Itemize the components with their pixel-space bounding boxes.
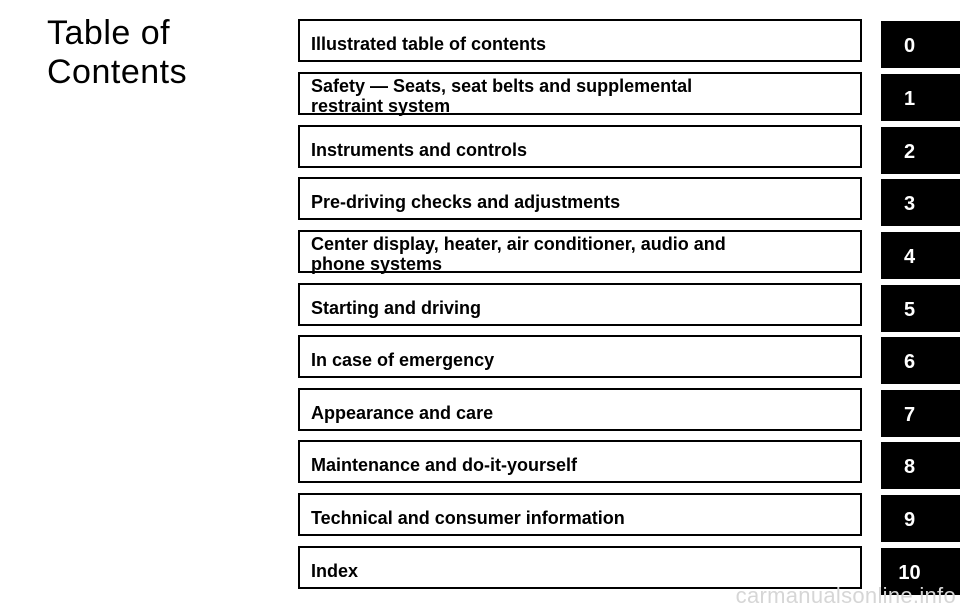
chapter-tab-number: 2: [903, 141, 916, 163]
chapter-tab-number: 4: [903, 246, 916, 268]
page-title-line-1: Table of: [47, 14, 171, 52]
chapter-tab-number: 8: [903, 456, 916, 478]
page-title: [47, 14, 187, 92]
toc-entry-label: Appearance and care: [311, 403, 494, 423]
toc-entry-label: Index: [311, 561, 359, 581]
chapter-tab-number: 9: [903, 509, 916, 531]
chapter-tab-4[interactable]: [881, 232, 960, 279]
toc-entry-instruments-and-controls[interactable]: [298, 125, 862, 168]
chapter-tab-8[interactable]: [881, 442, 960, 489]
toc-entry-safety[interactable]: [298, 72, 862, 115]
chapter-tab-0[interactable]: [881, 21, 960, 68]
toc-entry-label: Illustrated table of contents: [311, 34, 547, 54]
toc-entry-label: Center display, heater, air conditioner, audio and phone systems: [311, 234, 726, 274]
toc-entry-label: In case of emergency: [311, 350, 495, 370]
chapter-tab-6[interactable]: [881, 337, 960, 384]
toc-entry-starting-and-driving[interactable]: [298, 283, 862, 326]
toc-entry-maintenance[interactable]: [298, 440, 862, 483]
chapter-tab-number: 5: [903, 299, 916, 321]
watermark: carmanualsonline.info: [735, 583, 956, 608]
toc-entry-appearance-and-care[interactable]: [298, 388, 862, 431]
toc-entry-label: Technical and consumer information: [311, 508, 625, 528]
chapter-tab-1[interactable]: [881, 74, 960, 121]
toc-entry-in-case-of-emergency[interactable]: [298, 335, 862, 378]
page-title-line-2: Contents: [47, 53, 188, 91]
toc-entry-pre-driving-checks[interactable]: [298, 177, 862, 220]
toc-entry-label: Instruments and controls: [311, 140, 528, 160]
chapter-tab-number: 7: [903, 404, 916, 426]
toc-entry-illustrated-table-of-contents[interactable]: [298, 19, 862, 62]
chapter-tab-number: 10: [898, 562, 921, 584]
toc-entry-label: Pre-driving checks and adjustments: [311, 192, 621, 212]
chapter-tab-number: 1: [903, 88, 916, 110]
toc-entry-label: Safety — Seats, seat belts and supplemental restraint system: [311, 76, 693, 116]
chapter-tab-2[interactable]: [881, 127, 960, 174]
chapter-tab-number: 0: [903, 35, 916, 57]
chapter-tab-number: 6: [903, 351, 916, 373]
chapter-tab-9[interactable]: [881, 495, 960, 542]
chapter-tab-3[interactable]: [881, 179, 960, 226]
toc-entry-label: Maintenance and do-it-yourself: [311, 455, 578, 475]
chapter-tab-5[interactable]: [881, 285, 960, 332]
toc-entry-technical-information[interactable]: [298, 493, 862, 536]
chapter-tab-7[interactable]: [881, 390, 960, 437]
toc-entry-center-display[interactable]: [298, 230, 862, 273]
toc-entry-label: Starting and driving: [311, 298, 482, 318]
chapter-tab-number: 3: [903, 193, 916, 215]
